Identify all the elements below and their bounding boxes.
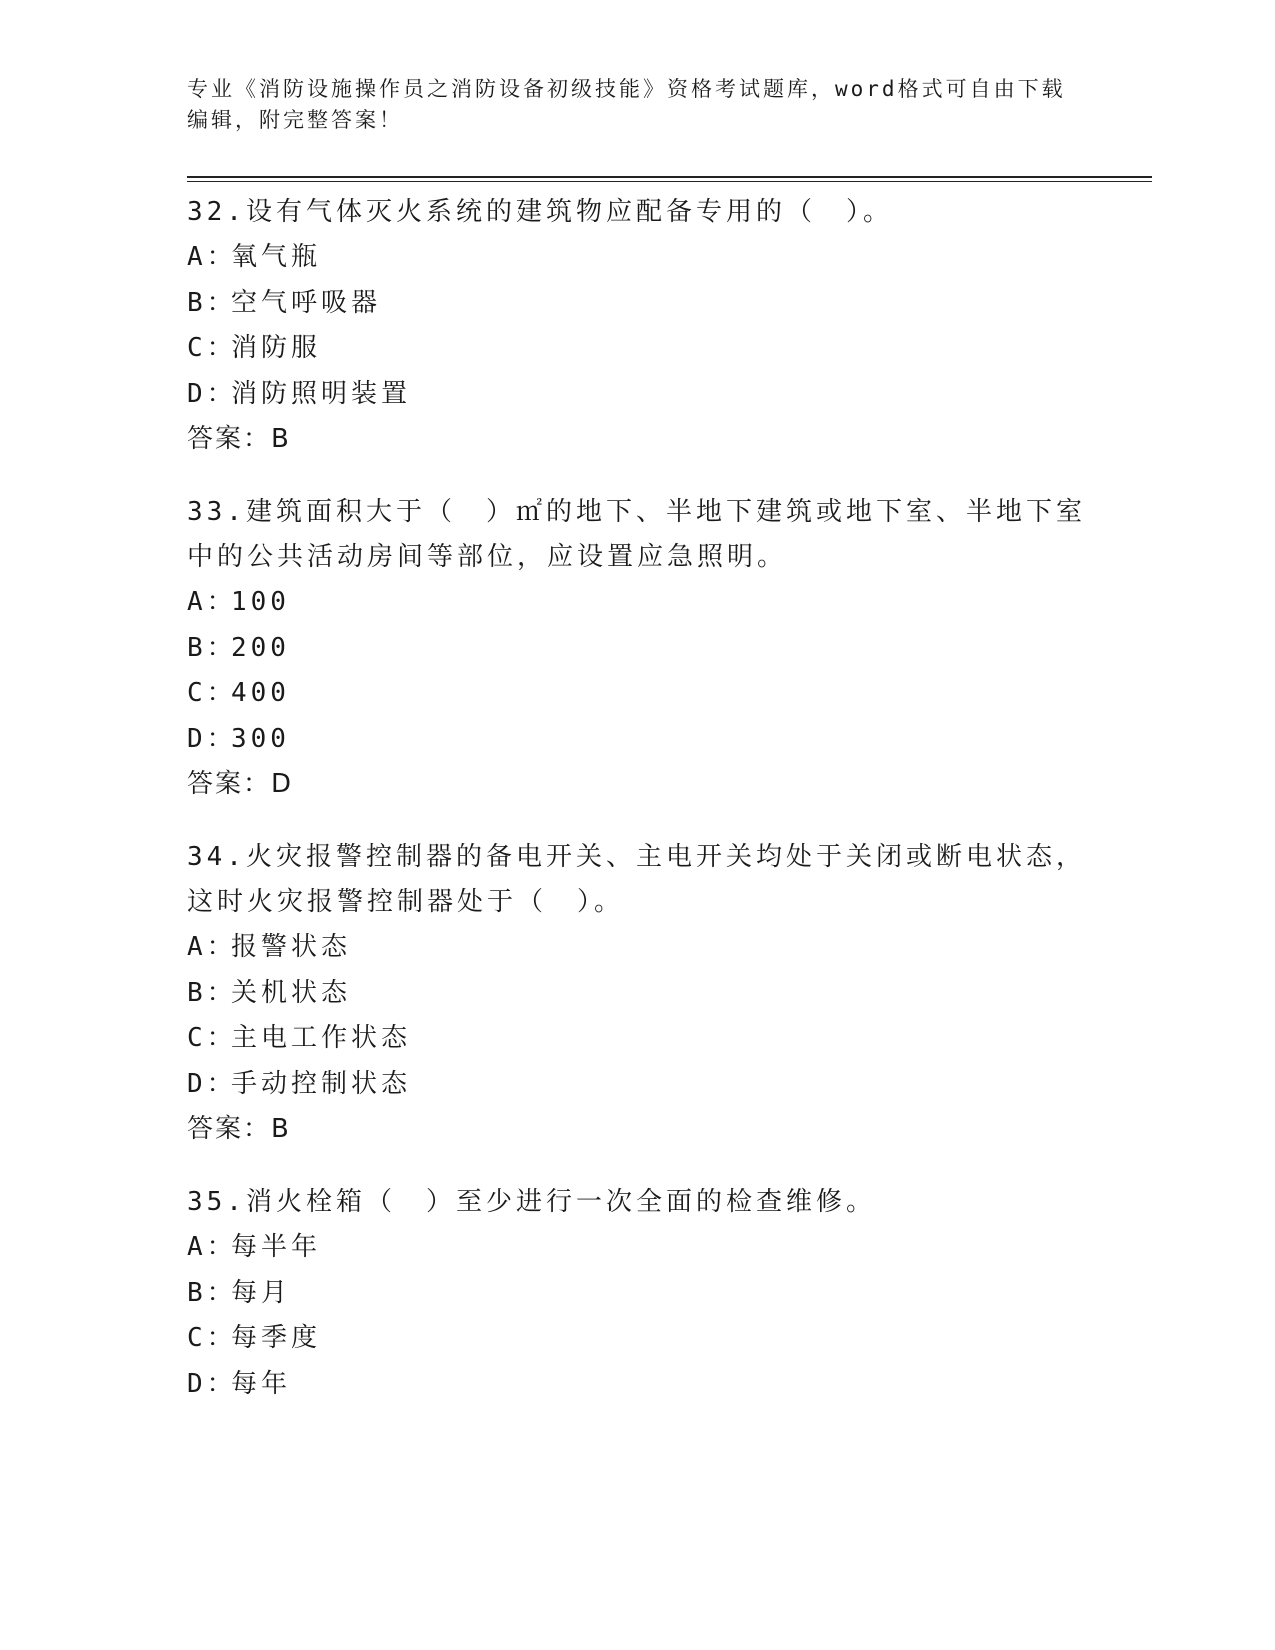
option-key: B： xyxy=(187,287,237,318)
question-stem: 33.建筑面积大于（ ）㎡的地下、半地下建筑或地下室、半地下室中的公共活动房间等部位，应设置应急照明。 xyxy=(187,497,1086,572)
answer-line: 答案：B xyxy=(187,1114,291,1144)
option-text: 消防照明装置 xyxy=(231,378,412,409)
option-d xyxy=(187,1362,1087,1408)
option-key: B： xyxy=(187,977,237,1008)
option-text: 关机状态 xyxy=(231,977,352,1008)
option-text: 消防服 xyxy=(231,333,322,363)
option-key: D： xyxy=(187,378,237,409)
option-a xyxy=(187,925,1087,971)
option-key: C： xyxy=(187,1023,237,1053)
header-divider-thick xyxy=(187,176,1152,178)
option-key: B： xyxy=(187,1277,237,1308)
option-key: A： xyxy=(187,587,237,617)
option-text: 每月 xyxy=(231,1277,292,1308)
option-d xyxy=(187,372,1087,418)
option-c xyxy=(187,326,1087,372)
option-text: 报警状态 xyxy=(231,932,352,962)
option-c xyxy=(187,1316,1087,1362)
option-text: 100 xyxy=(231,587,290,617)
option-key: C： xyxy=(187,678,237,708)
option-text: 每年 xyxy=(231,1368,292,1399)
question-list xyxy=(187,190,1087,1435)
answer-line: 答案：B xyxy=(187,424,291,454)
option-key: B： xyxy=(187,632,237,663)
option-text: 手动控制状态 xyxy=(231,1068,412,1099)
answer-line: 答案：D xyxy=(187,769,294,799)
question-stem: 32.设有气体灭火系统的建筑物应配备专用的（ ）。 xyxy=(187,197,893,227)
option-text: 300 xyxy=(231,723,290,754)
option-a xyxy=(187,580,1087,626)
option-a xyxy=(187,235,1087,281)
question-35 xyxy=(187,1180,1087,1407)
option-a xyxy=(187,1225,1087,1271)
option-key: D： xyxy=(187,1368,237,1399)
question-34 xyxy=(187,835,1087,1152)
option-c xyxy=(187,671,1087,717)
header-divider-thin xyxy=(187,181,1152,182)
option-d xyxy=(187,1062,1087,1108)
option-c xyxy=(187,1016,1087,1062)
option-b xyxy=(187,626,1087,672)
option-key: C： xyxy=(187,333,237,363)
option-key: D： xyxy=(187,1068,237,1099)
document-header: 专业《消防设施操作员之消防设备初级技能》资格考试题库，word格式可自由下载编辑，附完整答案！ xyxy=(187,77,1066,132)
option-key: A： xyxy=(187,242,237,272)
option-text: 每季度 xyxy=(231,1323,322,1353)
option-key: A： xyxy=(187,932,237,962)
question-32 xyxy=(187,190,1087,462)
option-b xyxy=(187,971,1087,1017)
question-stem: 35.消火栓箱（ ）至少进行一次全面的检查维修。 xyxy=(187,1187,876,1217)
option-key: C： xyxy=(187,1323,237,1353)
option-text: 空气呼吸器 xyxy=(231,287,382,318)
option-key: A： xyxy=(187,1232,237,1262)
option-b xyxy=(187,281,1087,327)
option-key: D： xyxy=(187,723,237,754)
question-33 xyxy=(187,490,1087,807)
option-text: 氧气瓶 xyxy=(231,242,322,272)
option-text: 400 xyxy=(231,678,290,708)
option-text: 200 xyxy=(231,632,290,663)
option-d xyxy=(187,717,1087,763)
option-b xyxy=(187,1271,1087,1317)
option-text: 每半年 xyxy=(231,1232,322,1262)
option-text: 主电工作状态 xyxy=(231,1023,412,1053)
question-stem: 34.火灾报警控制器的备电开关、主电开关均处于关闭或断电状态，这时火灾报警控制器处于（ ）。 xyxy=(187,842,1086,917)
